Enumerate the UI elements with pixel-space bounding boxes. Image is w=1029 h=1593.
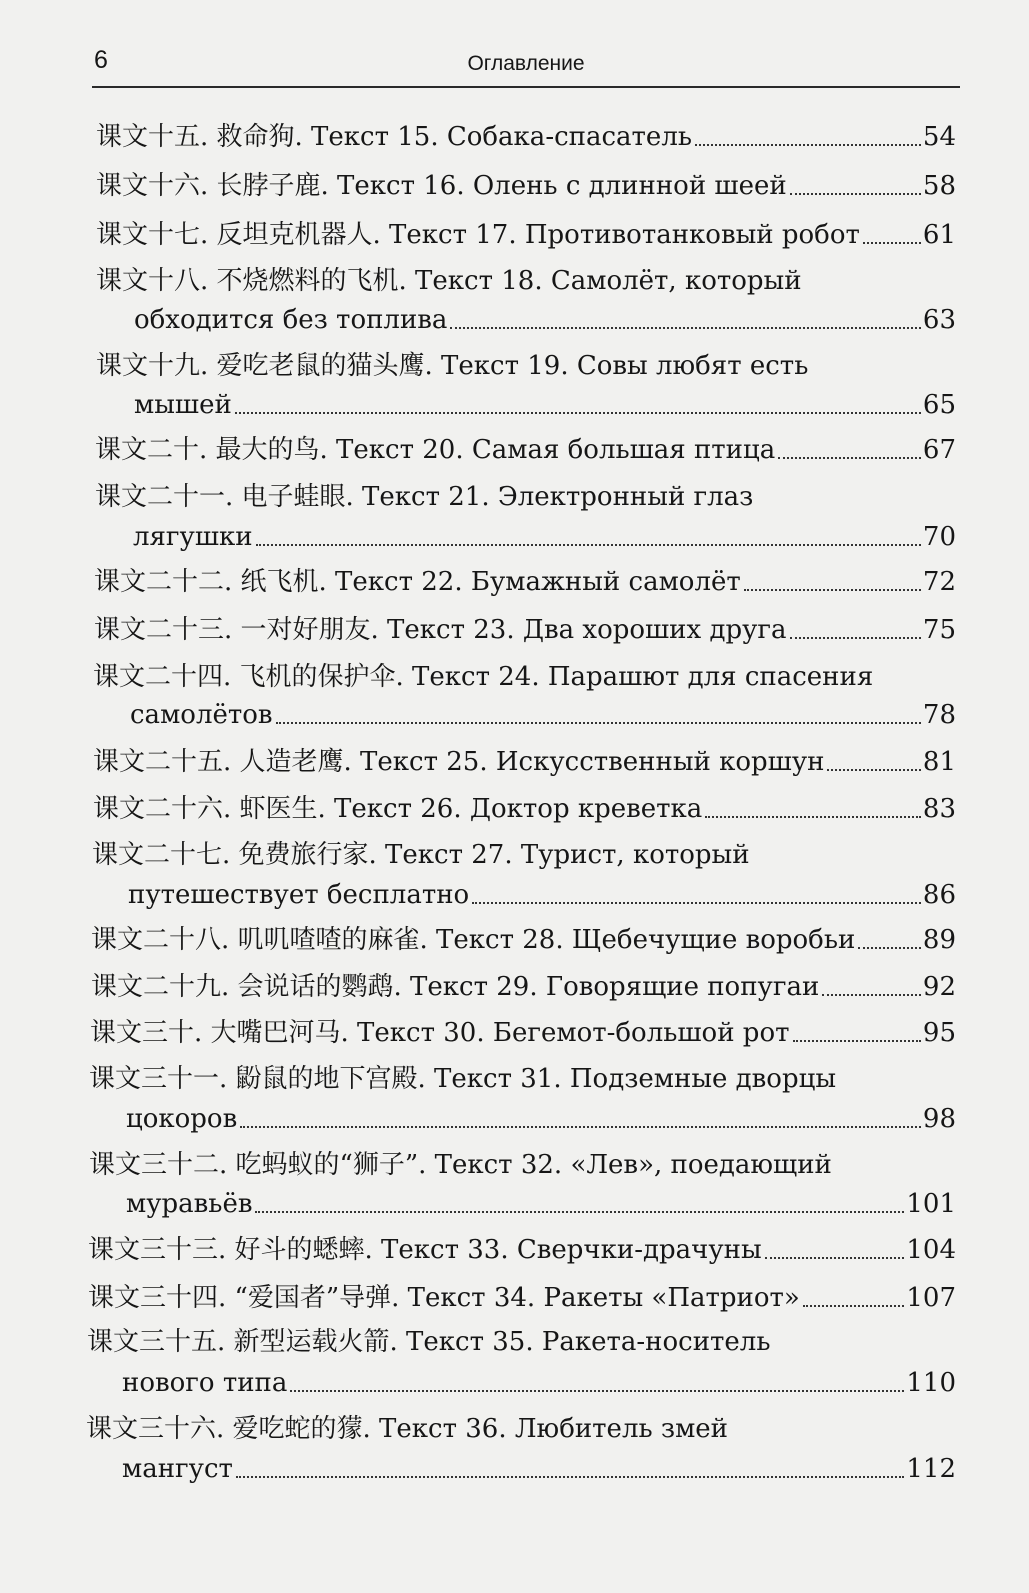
toc-entry-page: 58	[922, 171, 956, 201]
toc-entry-title-line[interactable]	[87, 1323, 956, 1361]
toc-entry-continuation: муравьёв	[126, 1189, 253, 1219]
toc-entry-page: 112	[906, 1454, 956, 1484]
toc-entry[interactable]	[96, 167, 956, 205]
toc-entry-page: 86	[922, 880, 956, 910]
toc-entry-continuation: цокоров	[126, 1104, 238, 1134]
toc-entry-continuation: мышей	[134, 390, 232, 420]
toc-entry-title: 课文二十三. 一对好朋友. Текст 23. Два хороших друга	[94, 615, 787, 645]
toc-entry-title: 课文二十一. 电子蛙眼. Текст 21. Электронный глаз	[95, 482, 754, 512]
dot-leader	[290, 1390, 904, 1392]
dot-leader	[793, 1040, 921, 1042]
toc-entry[interactable]	[134, 386, 956, 424]
toc-entry-title: 课文三十. 大嘴巴河马. Текст 30. Бегемот-большой рот	[90, 1018, 790, 1048]
dot-leader	[472, 902, 921, 904]
toc-entry[interactable]	[133, 518, 956, 556]
toc-entry-page: 75	[922, 615, 956, 645]
toc-entry[interactable]	[126, 1185, 956, 1223]
dot-leader	[744, 589, 921, 591]
toc-entry[interactable]	[128, 876, 956, 914]
toc-entry[interactable]	[134, 301, 956, 339]
toc-entry-title: 课文二十五. 人造老鹰. Текст 25. Искусственный коршун	[93, 747, 825, 777]
toc-entry[interactable]	[93, 743, 956, 781]
dot-leader	[705, 816, 921, 818]
toc-entry-continuation: обходится без топлива	[134, 305, 448, 335]
toc-entry-page: 95	[922, 1018, 956, 1048]
toc-entry-page: 107	[906, 1283, 956, 1313]
toc-entry-title: 课文十五. 救命狗. Текст 15. Собака-спасатель	[96, 122, 692, 152]
toc-entry-continuation: мангуст	[122, 1454, 233, 1484]
toc-entry-continuation: нового типа	[122, 1368, 288, 1398]
toc-entry[interactable]	[130, 696, 956, 734]
dot-leader	[240, 1126, 921, 1128]
toc-entry-title-line[interactable]	[96, 347, 956, 385]
toc-entry-page: 72	[922, 567, 956, 597]
toc-entry[interactable]	[95, 431, 956, 469]
toc-entry-title-line[interactable]	[92, 836, 956, 874]
dot-leader	[778, 457, 921, 459]
dot-leader	[255, 1211, 904, 1213]
dot-leader	[256, 544, 921, 546]
toc-entry-title: 课文三十四. “爱国者”导弹. Текст 34. Ракеты «Патриот»	[88, 1283, 800, 1313]
toc-entry[interactable]	[94, 611, 956, 649]
toc-entry-page: 89	[922, 925, 956, 955]
page-number: 6	[94, 46, 108, 74]
toc-entry-title: 课文十九. 爱吃老鼠的猫头鹰. Текст 19. Совы любят есть	[96, 351, 809, 381]
toc-entry[interactable]	[90, 1014, 956, 1052]
dot-leader	[235, 412, 921, 414]
toc-entry[interactable]	[91, 968, 956, 1006]
toc-entry[interactable]	[122, 1364, 956, 1402]
toc-entry-title-line[interactable]	[93, 658, 956, 696]
dot-leader	[863, 242, 921, 244]
dot-leader	[695, 144, 921, 146]
toc-entry-title: 课文二十八. 叽叽喳喳的麻雀. Текст 28. Щебечущие воробьи	[91, 925, 856, 955]
dot-leader	[822, 994, 921, 996]
toc-entry[interactable]	[126, 1100, 956, 1138]
dot-leader	[803, 1305, 905, 1307]
dot-leader	[236, 1476, 904, 1478]
dot-leader	[790, 193, 921, 195]
toc-entry-title: 课文二十四. 飞机的保护伞. Текст 24. Парашют для спасения	[93, 662, 874, 692]
toc-entry-title: 课文三十二. 吃蚂蚁的“狮子”. Текст 32. «Лев», поедающий	[89, 1150, 832, 1180]
toc-entry-title: 课文二十九. 会说话的鹦鹉. Текст 29. Говорящие попугаи	[91, 972, 820, 1002]
toc-entry-continuation: лягушки	[133, 522, 253, 552]
dot-leader	[827, 769, 920, 771]
toc-entry-page: 65	[922, 390, 956, 420]
toc-entry-title: 课文三十三. 好斗的蟋蟀. Текст 33. Сверчки-драчуны	[88, 1235, 762, 1265]
toc-entry-title: 课文二十七. 免费旅行家. Текст 27. Турист, который	[92, 840, 750, 870]
toc-entry-title-line[interactable]	[95, 478, 956, 516]
toc-entry-title: 课文二十六. 虾医生. Текст 26. Доктор креветка	[93, 794, 703, 824]
toc-entry-title-line[interactable]	[89, 1146, 956, 1184]
toc-entry-page: 98	[922, 1104, 956, 1134]
toc-entry-page: 78	[922, 700, 956, 730]
toc-entry-title: 课文三十六. 爱吃蛇的獴. Текст 36. Любитель змей	[86, 1414, 729, 1444]
toc-entry[interactable]	[122, 1450, 956, 1488]
dot-leader	[858, 947, 921, 949]
toc-entry[interactable]	[88, 1231, 956, 1269]
toc-entry-title-line[interactable]	[96, 262, 956, 300]
toc-entry-title: 课文三十五. 新型运载火箭. Текст 35. Ракета-носитель	[87, 1327, 771, 1357]
toc-entry[interactable]	[93, 790, 956, 828]
toc-entry-title: 课文十六. 长脖子鹿. Текст 16. Олень с длинной шеей	[96, 171, 787, 201]
toc-entry-page: 67	[922, 435, 956, 465]
toc-entry-page: 81	[922, 747, 956, 777]
dot-leader	[450, 327, 920, 329]
toc-entry-page: 101	[906, 1189, 956, 1219]
toc-entry-page: 83	[922, 794, 956, 824]
toc-entry-page: 63	[922, 305, 956, 335]
running-head: Оглавление	[467, 52, 585, 75]
toc-entry-continuation: самолётов	[130, 700, 273, 730]
toc-entry[interactable]	[96, 118, 956, 156]
toc-entry-page: 61	[922, 220, 956, 250]
toc-entry-page: 110	[906, 1368, 956, 1398]
toc-entry-title: 课文十七. 反坦克机器人. Текст 17. Противотанковый робот	[96, 220, 860, 250]
dot-leader	[276, 722, 921, 724]
toc-entry-page: 70	[922, 522, 956, 552]
toc-entry-title-line[interactable]	[86, 1410, 956, 1448]
toc-entry-title: 课文三十一. 鼢鼠的地下宫殿. Текст 31. Подземные дворцы	[89, 1064, 837, 1094]
dot-leader	[790, 637, 921, 639]
toc-entry-title: 课文十八. 不烧燃料的飞机. Текст 18. Самолёт, который	[96, 266, 802, 296]
toc-entry-continuation: путешествует бесплатно	[128, 880, 470, 910]
toc-entry[interactable]	[96, 216, 956, 254]
toc-entry[interactable]	[91, 921, 956, 959]
toc-entry-page: 54	[922, 122, 956, 152]
toc-entry-page: 104	[906, 1235, 956, 1265]
toc-entry-title: 课文二十. 最大的鸟. Текст 20. Самая большая птица	[95, 435, 776, 465]
toc-entry[interactable]	[94, 563, 956, 601]
dot-leader	[765, 1257, 905, 1259]
toc-entry-page: 92	[922, 972, 956, 1002]
toc-entry-title-line[interactable]	[89, 1060, 956, 1098]
toc-entry[interactable]	[88, 1279, 956, 1317]
toc-entry-title: 课文二十二. 纸飞机. Текст 22. Бумажный самолёт	[94, 567, 741, 597]
